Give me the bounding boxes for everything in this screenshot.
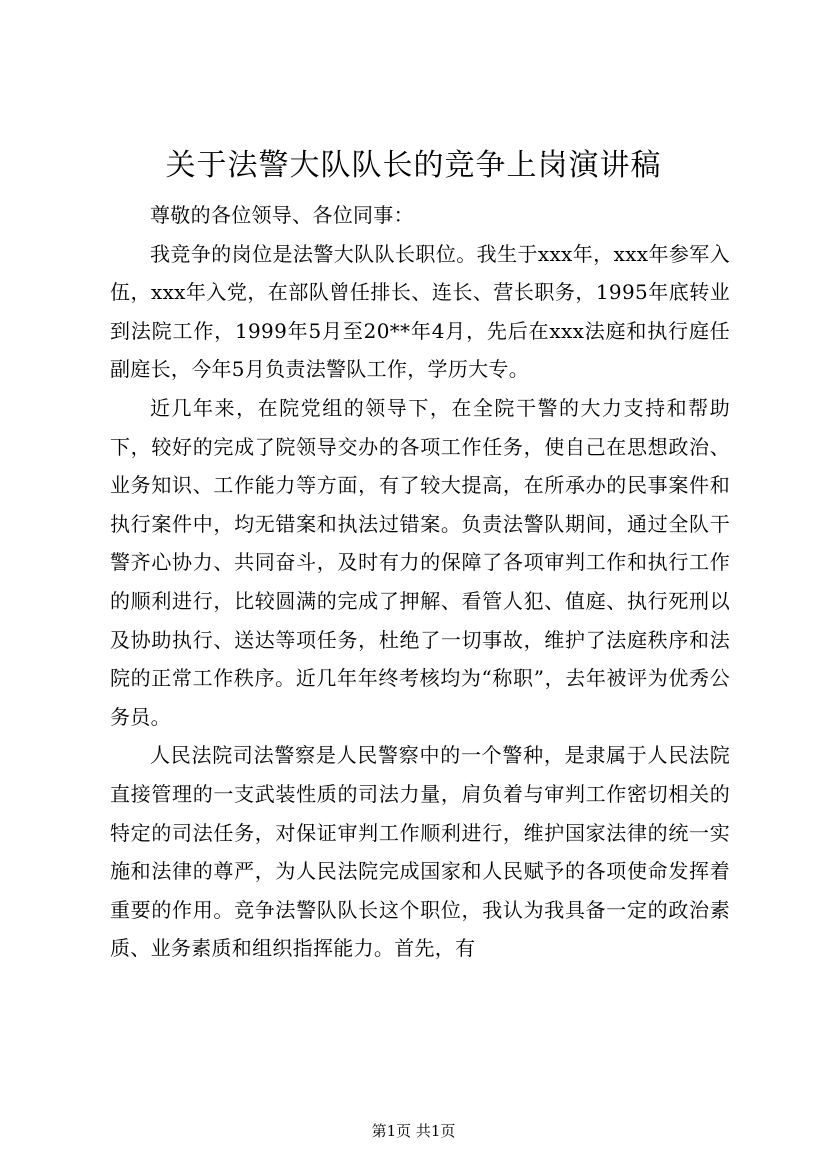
document-body [110, 196, 730, 968]
document-title: 关于法警大队队长的竞争上岗演讲稿 [165, 148, 662, 183]
body-paragraph: 人民法院司法警察是人民警察中的一个警种，是隶属于人民法院直接管理的一支武装性质的司法力量，肩负着与审判工作密切相关的特定的司法任务，对保证审判工作顺利进行，维护国家法律的统一实施和法律的尊严，为人民法院完成国家和人民赋予的各项使命发挥着重要的作用。竞争法警队队长这个职位，我认为我具备一定的政治素质、业务素质和组织指挥能力。首先，有 [110, 743, 730, 961]
greeting-paragraph: 尊敬的各位领导、各位同事： [150, 203, 414, 227]
page-number-footer: 第1页 共1页 [371, 1122, 456, 1140]
body-paragraph: 近几年来，在院党组的领导下，在全院干警的大力支持和帮助下，较好的完成了院领导交办的各项工作任务，使自己在思想政治、业务知识、工作能力等方面，有了较大提高，在所承办的民事案件和执行案件中，均无错案和执法过错案。负责法警队期间，通过全队干警齐心协力、共同奋斗，及时有力的保障了各项审判工作和执行工作的顺利进行，比较圆满的完成了押解、看管人犯、值庭、执行死刑以及协助执行、送达等项任务，杜绝了一切事故，维护了法庭秩序和法院的正常工作秩序。近几年年终考核均为“称职”，去年被评为优秀公务员。 [110, 395, 730, 729]
body-paragraph: 我竞争的岗位是法警大队队长职位。我生于xxx年，xxx年参军入伍，xxx年入党，在部队曾任排长、连长、营长职务，1995年底转业到法院工作，1999年5月至20**年4月，先后在xxx法庭和执行庭任副庭长，今年5月负责法警队工作，学历大专。 [110, 241, 730, 382]
